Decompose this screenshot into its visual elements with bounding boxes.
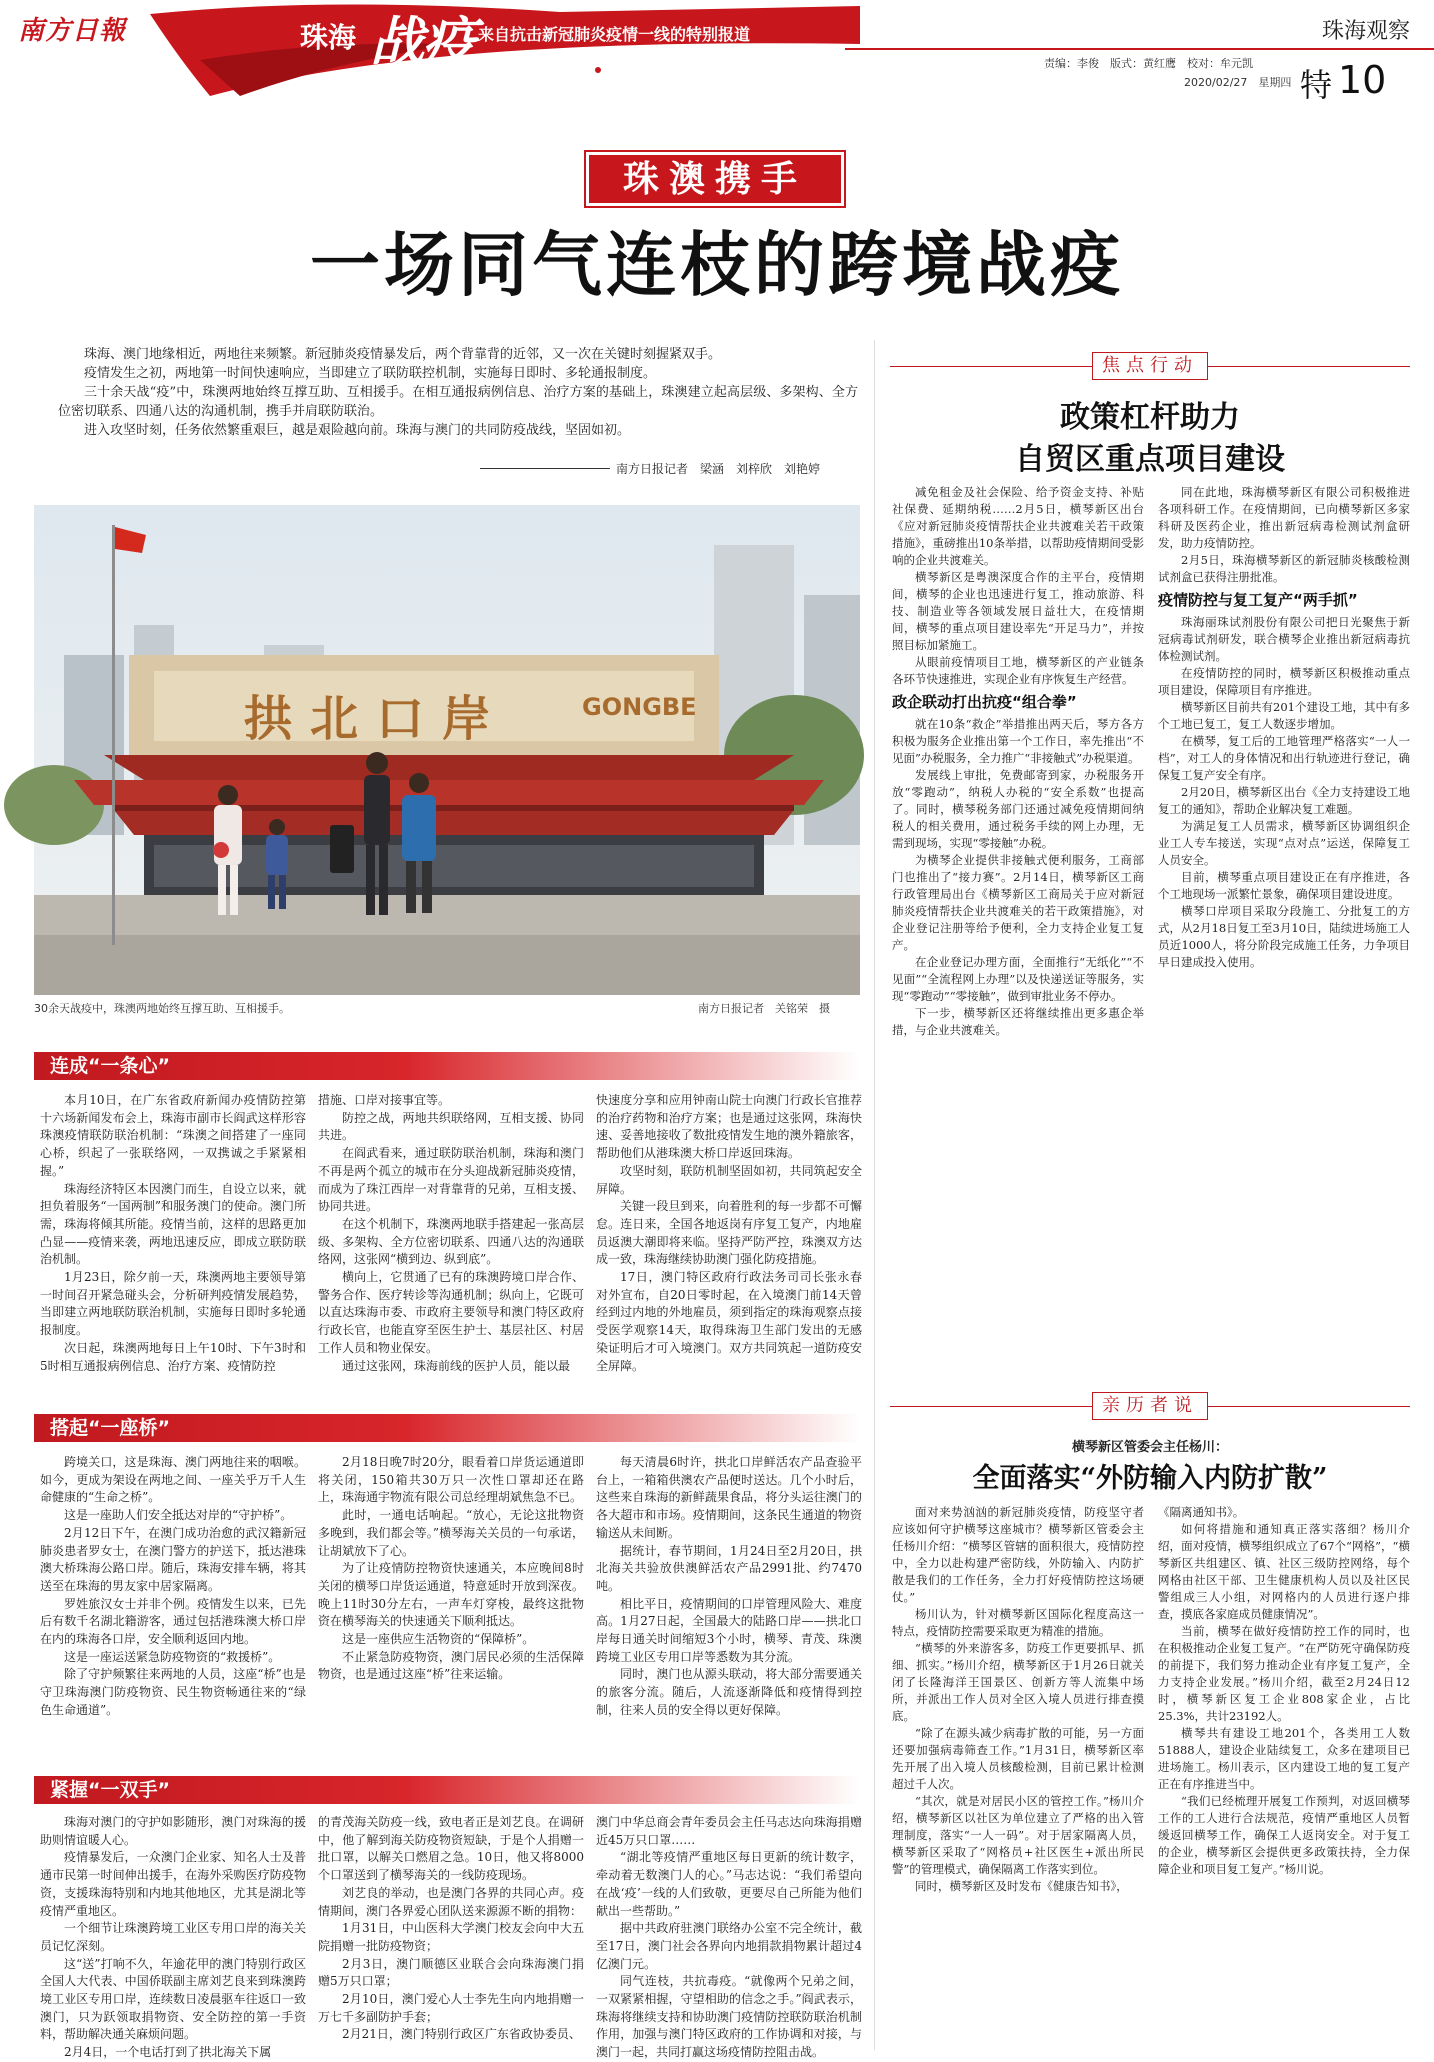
right1-p: 在企业登记办理方面，全面推行“无纸化”“不见面”“全流程网上办理”以及快递送证等服务，实现“零跑动”“零接触”，做到审批业务不停办。	[892, 955, 1144, 1003]
sec2-p: 据统计，春节期间，1月24日至2月20日，拱北海关共验放供澳鲜活农产品2991批、约7470吨。	[596, 1543, 862, 1593]
sec2-p: 为了让疫情防控物资快速通关，本应晚间8时关闭的横琴口岸货运通道，特意延时开放到深夜。晚上11时30分左右，一声车灯穿梭，最终这批物资在横琴海关的快速通关下顺利抵达。	[318, 1561, 584, 1629]
sec2-col1	[40, 1454, 306, 1762]
lead-p2: 疫情发生之初，两地第一时间快速响应，当即建立了联防联控机制，实施每日即时、多轮通报制度。	[84, 366, 657, 381]
sec1-col2	[318, 1092, 584, 1373]
right2-p: 面对来势汹汹的新冠肺炎疫情，防疫坚守者应该如何守护横琴这座城市？横琴新区管委会主任杨川介绍：“横琴区管辖的面积很大，疫情防控中，全力以赴构建严密防线，外防输入、内防扩散是我们的工作任务，全力打好疫情防控这场硬仗。”	[892, 1505, 1144, 1604]
sec3-p: 1月31日，中山医科大学澳门校友会向中大五院捐赠一批防疫物资；	[318, 1921, 584, 1953]
sec1-p: 关键一段旦到来，向着胜利的每一步都不可懈怠。连日来，全国各地返岗有序复工复产，内地雇员返澳大潮即将来临。坚持严防严控，珠澳双方达成一致，珠海继续协助澳门强化防疫措施。	[596, 1199, 862, 1267]
right2-p: “除了在源头减少病毒扩散的可能，另一方面还要加强病毒筛查工作。”1月31日，横琴新区率先开展了出入境人员核酸检测，目前已累计检测超过千人次。	[892, 1726, 1144, 1791]
sec2-p: 2月12日下午，在澳门成功治愈的武汉籍新冠肺炎患者罗女士，在澳门警方的护送下，抵达港珠澳大桥珠海公路口岸。随后，珠海安排车辆，将其送至在珠海的男友家中居家隔离。	[40, 1525, 306, 1593]
section-3-header: 紧握“一双手”	[34, 1776, 860, 1804]
banner-subtitle: 来自抗击新冠肺炎疫情一线的特别报道	[478, 25, 751, 44]
sec1-p: 防控之战，两地共织联络网，互相支援、协同共进。	[318, 1110, 584, 1143]
right1-p: 横琴口岸项目采取分段施工、分批复工的方式，从2月18日复工至3月10日，陆续进场施工人员近1000人，将分阶段完成施工任务，力争项目早日建成投入使用。	[1158, 904, 1410, 969]
lead-p3: 三十余天战“疫”中，珠澳两地始终互撑互助、互相援手。在相互通报病例信息、治疗方案的基础上，珠澳建立起高层级、多架构、全方位密切联系、四通八达的沟通机制，携手并肩联防联治。	[58, 385, 858, 419]
sec3-col1	[40, 1814, 306, 2060]
sec3-p: 同气连枝，共抗毒疫。“就像两个兄弟之间，一双紧紧相握，守望相助的信念之手。”阎武表示，珠海将继续支持和协助澳门疫情防控联防联治机制作用，加强与澳门特区政府的工作协调和对接，与澳门一起，共同打赢这场疫情防控阻击战。	[596, 1974, 862, 2060]
section-1-header: 连成“一条心”	[34, 1052, 860, 1080]
right1-col2	[1158, 484, 1410, 1374]
right1-p: 同在此地，珠海横琴新区有限公司积极推进各项科研工作。在疫情期间，已向横琴新区多家科研及医药企业，推出新冠病毒检测试剂盒研发，助力疫情防控。	[1158, 485, 1410, 550]
port-sign: 拱北口岸	[244, 691, 509, 747]
sec3-p: 的青茂海关防疫一线，致电者正是刘艺良。在调研中，他了解到海关防疫物资短缺，于是个人捐赠一批口罩，以解关口燃眉之急。10日，他又将8000个口罩送到了横琴海关的一线防疫现场。	[318, 1815, 584, 1883]
sec3-p: 珠海对澳门的守护如影随形，澳门对珠海的援助则情谊暖人心。	[40, 1815, 306, 1847]
right2-intro: 横琴新区管委会主任杨川：	[1071, 1440, 1228, 1455]
photo-caption: 30余天战疫中，珠澳两地始终互撑互助、互相援手。	[34, 1002, 290, 1015]
right1-p: 在疫情防控的同时，横琴新区积极推动重点项目建设，保障项目有序推进。	[1158, 666, 1410, 697]
right1-p: 发展线上审批，免费邮寄到家，办税服务开放“零跑动”，纳税人办税的“安全系数”也提高了。同时，横琴税务部门还通过减免疫情期间纳税人的相关费用，通过税务手续的网上办理，无需到现场，实现“零接触”办税。	[892, 768, 1144, 850]
right2-p: “其次，就是对居民小区的管控工作。”杨川介绍，横琴新区以社区为单位建立了严格的出入管理制度，落实“一人一码”。对于居家隔离人员，横琴新区采取了“网格员+社区医生+派出所民警”的管理模式，确保隔离工作落实到位。	[892, 1794, 1144, 1876]
sec3-p: 2月3日，澳门顺德区业联合会向珠海澳门捐赠5万只口罩；	[318, 1956, 584, 1989]
sec1-p: 1月23日，除夕前一天，珠澳两地主要领导第一时间召开紧急碰头会，分析研判疫情发展趋势，当即建立两地联防联治机制，实施每日即时多轮通报制度。	[40, 1270, 306, 1338]
sec2-p: 这是一座供应生活物资的“保障桥”。	[342, 1632, 535, 1647]
sec2-p: 跨境关口，这是珠海、澳门两地往来的咽喉。如今，更成为架设在两地之间、一座关乎万千人生命健康的“生命之桥”。	[40, 1455, 306, 1505]
lead-p4: 进入攻坚时刻，任务依然繁重艰巨，越是艰险越向前。珠海与澳门的共同防疫战线，坚固如初。	[84, 423, 631, 438]
masthead	[0, 0, 1434, 104]
credits: 责编：李俊 版式：黄红鹰 校对：牟元凯	[1044, 57, 1253, 70]
sec3-p: 疫情暴发后，一众澳门企业家、知名人士及普通市民第一时间伸出援手，在海外采购医疗防疫物资，支援珠海特别和内地其他地区，尤其是湖北等疫情严重地区。	[40, 1850, 306, 1918]
sec2-col3	[596, 1454, 862, 1762]
page-number: 10	[1338, 58, 1387, 102]
sec1-col1	[40, 1092, 306, 1373]
sec2-p: 每天清晨6时许，拱北口岸鲜活农产品查验平台上，一箱箱供澳农产品便时送达。几个小时后，这些来自珠海的新鲜蔬果食品，将分头运往澳门的各大超市和市场。疫情期间，这条民生通道的物资输送从未间断。	[596, 1455, 862, 1540]
right1-tag: 焦点行动	[1092, 352, 1208, 380]
byline: 南方日报记者 梁涵 刘梓欣 刘艳婷	[616, 462, 821, 476]
newspaper-logo: 南方日報	[18, 16, 127, 46]
sec3-p: 2月10日，澳门爱心人士李先生向内地捐赠一万七千多副防护手套；	[318, 1992, 584, 2024]
masthead-rule	[845, 48, 1434, 50]
right2-col2	[1158, 1504, 1410, 2054]
banner-zhuhai: 珠海	[300, 21, 357, 54]
right2-tag: 亲历者说	[1092, 1392, 1208, 1420]
right2-p: 如何将措施和通知真正落实落细？杨川介绍，面对疫情，横琴组织成立了67个“网格”，“横琴新区共组建区、镇、社区三级防控网络，每个网格由社区干部、卫生健康机构人员以及社区民警组成三人小组，对网格内的人员进行逐户排查，摸底各家庭成员健康情况”。	[1158, 1522, 1410, 1621]
sec3-p: “湖北等疫情严重地区每日更新的统计数字，牵动着无数澳门人的心。”马志达说：“我们希望向在战‘疫’一线的人们致敬，更要尽自己所能为他们献出一些帮助。”	[596, 1850, 862, 1918]
gongbei-port-illustration	[34, 505, 860, 995]
right1-p: 横琴新区目前共有201个建设工地，其中有多个工地已复工，复工人数逐步增加。	[1158, 700, 1410, 731]
sec2-p: 不止紧急防疫物资，澳门居民必须的生活保障物资，也是通过这座“桥”往来运输。	[318, 1649, 584, 1682]
right1-p: 横琴新区是粤澳深度合作的主平台，疫情期间，横琴的企业也迅速进行复工，推动旅游、科技、制造业等各领域发展日益壮大，在疫情期间，横琴的重点项目建设率先“开足马力”，并按照目标加紧施工。	[892, 570, 1144, 652]
sec1-col3	[596, 1092, 862, 1373]
sec1-p: 珠海经济特区本因澳门而生，自设立以来，就担负着服务“一国两制”和服务澳门的使命。澳门所需，珠海将倾其所能。疫情当前，这样的思路更加凸显——疫情来袭，两地迅速反应，即成立联防联治机制。	[40, 1181, 306, 1267]
lead	[58, 345, 858, 440]
sec3-p: 刘艺良的举动，也是澳门各界的共同心声。疫情期间，澳门各界爱心团队送来源源不断的捐物：	[318, 1885, 584, 1918]
right2-p: 杨川认为，针对横琴新区国际化程度高这一特点，疫情防控需要采取更为精准的措施。	[892, 1607, 1144, 1638]
right2-p: 横琴共有建设工地201个，各类用工人数51888人，建设企业陆续复工，众多在建项目已进场施工。杨川表示，区内建设工地的复工复产正在有序推进当中。	[1158, 1726, 1410, 1791]
sec2-p: 除了守护频繁往来两地的人员，这座“桥”也是守卫珠海澳门防疫物资、民生物资畅通往来的“绿色生命通道”。	[40, 1667, 306, 1717]
sec1-p: 在这个机制下，珠澳两地联手搭建起一张高层级、多架构、全方位密切联系、四通八达的沟通联络网，这张网“横到边、纵到底”。	[318, 1216, 584, 1267]
sec1-p: 快速度分享和应用钟南山院士向澳门行政长官推荐的治疗药物和治疗方案；也是通过这张网，珠海快速、妥善地接收了数批疫情发生地的澳外籍旅客，帮助他们从港珠澳大桥口岸返回珠海。	[596, 1093, 862, 1161]
sec2-p: 相比平日，疫情期间的口岸管理风险大、难度高。1月27日起，全国最大的陆路口岸——拱北口岸每日通关时间缩短3个小时，横琴、青茂、珠澳跨境工业区专用口岸等悉数为其分流。	[596, 1596, 862, 1664]
right2-p: “横琴的外来游客多，防疫工作更要抓早、抓细、抓实。”杨川介绍，横琴新区于1月26日就关闭了长隆海洋王国景区、创新方等人流集中场所，并派出工作人员对全区入境人员进行排查摸底。	[892, 1641, 1144, 1723]
right1-p: 为满足复工人员需求，横琴新区协调组织企业工人专车接送，实现“点对点”运送，保障复工人员安全。	[1158, 819, 1410, 867]
right1-p: 就在10条“救企”举措推出两天后，琴方各方积极为服务企业推出第一个工作日，率先推出“不见面”办税服务，全力推广“非接触式”办税渠道。	[892, 717, 1144, 765]
right1-p: 下一步，横琴新区还将继续推出更多惠企举措，与企业共渡难关。	[892, 1006, 1144, 1037]
right1-subhead-2: 疫情防控与复工复产“两手抓”	[1158, 591, 1358, 609]
sec3-p: 这“送”打响不久，年逾花甲的澳门特别行政区全国人大代表、中国侨联副主席刘艺良来到珠澳跨境工业区专用口岸，连续数日凌晨驱车往返口一致澳门，只为跃领取捐物资、安全防控的第一手资料，帮助解决通关麻烦问题。	[40, 1956, 306, 2042]
column-divider	[874, 340, 875, 2050]
lead-p1: 珠海、澳门地缘相近，两地往来频繁。新冠肺炎疫情暴发后，两个背靠背的近邻，又一次在关键时刻握紧双手。	[84, 347, 722, 362]
sec2-p: 罗姓旅汉女士并非个例。疫情发生以来，已先后有数千名湖北籍游客，通过包括港珠澳大桥口岸在内的珠海各口岸，安全顺利返回内地。	[40, 1596, 306, 1647]
date: 2020/02/27 星期四	[1184, 76, 1292, 89]
feature-tag: 珠澳携手	[622, 158, 807, 200]
sec1-p: 在阎武看来，通过联防联治机制，珠海和澳门不再是两个孤立的城市在分头迎战新冠肺炎疫情，而成为了珠江西岸一对背靠背的兄弟，互相支援、协同共进。	[318, 1146, 584, 1214]
sec3-col3	[596, 1814, 862, 2060]
sec2-p: 这是一座运送紧急防疫物资的“救援桥”。	[64, 1649, 281, 1664]
sec1-p: 17日，澳门特区政府行政法务司司长张永春对外宣布，自20日零时起，在入境澳门前14天曾经到过内地的外地雇员，须到指定的珠海观察点接受医学观察14天，取得珠海卫生部门发出的无感染证明后才可入境澳门。双方共同筑起一道防疫安全屏障。	[596, 1270, 862, 1373]
sec3-p: 2月21日，澳门特别行政区广东省政协委员、	[342, 2027, 581, 2042]
right1-p: 从眼前疫情项目工地，横琴新区的产业链条各环节快速推进，实现企业有序恢复生产经营。	[892, 655, 1144, 686]
right1-p: 2月5日，珠海横琴新区的新冠肺炎核酸检测试剂盒已获得注册批准。	[1158, 553, 1410, 584]
photo-credit: 南方日报记者 关铭荣 摄	[698, 1002, 830, 1015]
right2-title: 全面落实“外防输入内防扩散”	[972, 1463, 1328, 1494]
page-prefix: 特	[1300, 66, 1333, 104]
byline-rule	[480, 468, 610, 469]
right1-p: 为横琴企业提供非接触式便利服务，工商部门也推出了“接力赛”。2月14日，横琴新区工商行政管理局出台《横琴新区工商局关于应对新冠肺炎疫情帮扶企业共渡难关的若干政策措施》，对企业登记注册等给予便利，全力支持企业复工复产。	[892, 853, 1144, 952]
port-sign-en: GONGBE	[582, 693, 697, 721]
sec1-p: 通过这张网，珠海前线的医护人员，能以最	[342, 1358, 571, 1373]
right2-col1	[892, 1504, 1144, 2054]
sec1-p: 本月10日，在广东省政府新闻办疫情防控第十六场新闻发布会上，珠海市副市长阎武这样形容珠澳疫情联防联治机制：“珠澳之间搭建了一座同心桥，织起了一张联络网，一双携诚之手紧紧相握。”	[40, 1093, 306, 1178]
right1-title2: 自贸区重点项目建设	[1015, 442, 1285, 477]
right2-p: 同时，横琴新区及时发布《健康告知书》，	[915, 1879, 1128, 1893]
banner-zhanyi: 战疫	[370, 10, 474, 74]
headline: 一场同气连枝的跨境战疫	[310, 223, 1124, 306]
right2-p: “我们已经梳理开展复工作预判，对返回横琴工作的工人进行合法规范，疫情严重地区人员暂缓返回横琴工作，确保工人返岗安全。对于复工的企业，横琴新区会提供更多政策扶持，全力保障企业和项目复工复产。”杨川说。	[1158, 1794, 1410, 1876]
right1-title1: 政策杠杆助力	[1060, 400, 1240, 435]
sec1-p: 次日起，珠澳两地每日上午10时、下午3时和5时相互通报病例信息、治疗方案、疫情防控	[40, 1340, 306, 1373]
sec2-p: 同时，澳门也从源头联动，将大部分需要通关的旅客分流。随后，人流逐渐降低和疫情得到控制，往来人员的安全得以更好保障。	[596, 1667, 862, 1717]
section-2-header: 搭起“一座桥”	[34, 1414, 860, 1442]
right1-p: 在横琴，复工后的工地管理严格落实“一人一档”，对工人的身体情况和出行轨迹进行登记，确保复工复产安全有序。	[1158, 734, 1410, 782]
feature-photo	[34, 505, 860, 995]
column-name: 珠海观察	[1322, 19, 1411, 44]
sec1-p: 措施、口岸对接事宜等。	[318, 1093, 451, 1107]
banner-ribbon	[0, 0, 1000, 100]
sec3-p: 澳门中华总商会青年委员会主任马志达向珠海捐赠近45万只口罩……	[596, 1815, 862, 1847]
sec2-p: 此时，一通电话响起。“放心，无论这批物资多晚到，我们都会等。”横琴海关关员的一句承诺，让胡斌放下了心。	[318, 1508, 584, 1558]
sec3-p: 据中共政府驻澳门联络办公室不完全统计，截至17日，澳门社会各界向内地捐款捐物累计超过4亿澳门元。	[596, 1921, 862, 1971]
sec1-p: 攻坚时刻，联防机制坚固如初，共同筑起安全屏障。	[596, 1163, 862, 1196]
right1-subhead-1: 政企联动打出抗疫“组合拳”	[892, 693, 1077, 711]
sec1-p: 横向上，它贯通了已有的珠澳跨境口岸合作、警务合作、医疗转诊等沟通机制；纵向上，它既可以直达珠海市委、市政府主要领导和澳门特区政府行政长官，也能直穿至医生护士、基层社区、村居工作人员和物业保安。	[318, 1270, 584, 1355]
right2-p: 《隔离通知书》。	[1158, 1505, 1245, 1519]
right1-p: 珠海丽珠试剂股份有限公司把日光聚焦于新冠病毒试剂研发，联合横琴企业推出新冠病毒抗体检测试剂。	[1158, 615, 1410, 663]
right1-p: 减免租金及社会保险、给予资金支持、补贴社保费、延期纳税……2月5日，横琴新区出台《应对新冠肺炎疫情帮扶企业共渡难关若干政策措施》，重磅推出10条举措，以帮助疫情期间受影响的企业共渡难关。	[892, 485, 1144, 567]
sec2-p: 2月18日晚7时20分，眼看着口岸货运通道即将关闭，150箱共30万只一次性口罩却还在路上，珠海通宇物流有限公司总经理胡斌焦急不已。	[318, 1455, 584, 1505]
sec2-p: 这是一座助人们安全抵达对岸的“守护桥”。	[64, 1508, 293, 1523]
right1-col1	[892, 484, 1144, 1374]
sec2-col2	[318, 1454, 584, 1762]
right2-p: 当前，横琴在做好疫情防控工作的同时，也在积极推动企业复工复产。“在严防死守确保防疫的前提下，我们努力推动企业有序复工复产，全力支持企业发展。”杨川介绍，截至2月24日12时，横琴新区复工企业808家企业，占比25.3%，共计23192人。	[1158, 1624, 1410, 1723]
right1-p: 2月20日，横琴新区出台《全力支持建设工地复工的通知》，帮助企业解决复工难题。	[1158, 785, 1410, 816]
right1-p: 目前，横琴重点项目建设正在有序推进，各个工地现场一派繁忙景象，确保项目建设进度。	[1158, 870, 1410, 901]
sec3-p: 一个细节让珠澳跨境工业区专用口岸的海关关员记忆深刻。	[40, 1921, 306, 1953]
sec3-col2	[318, 1814, 584, 2054]
sec3-p: 2月4日，一个电话打到了拱北海关下属	[64, 2045, 272, 2060]
